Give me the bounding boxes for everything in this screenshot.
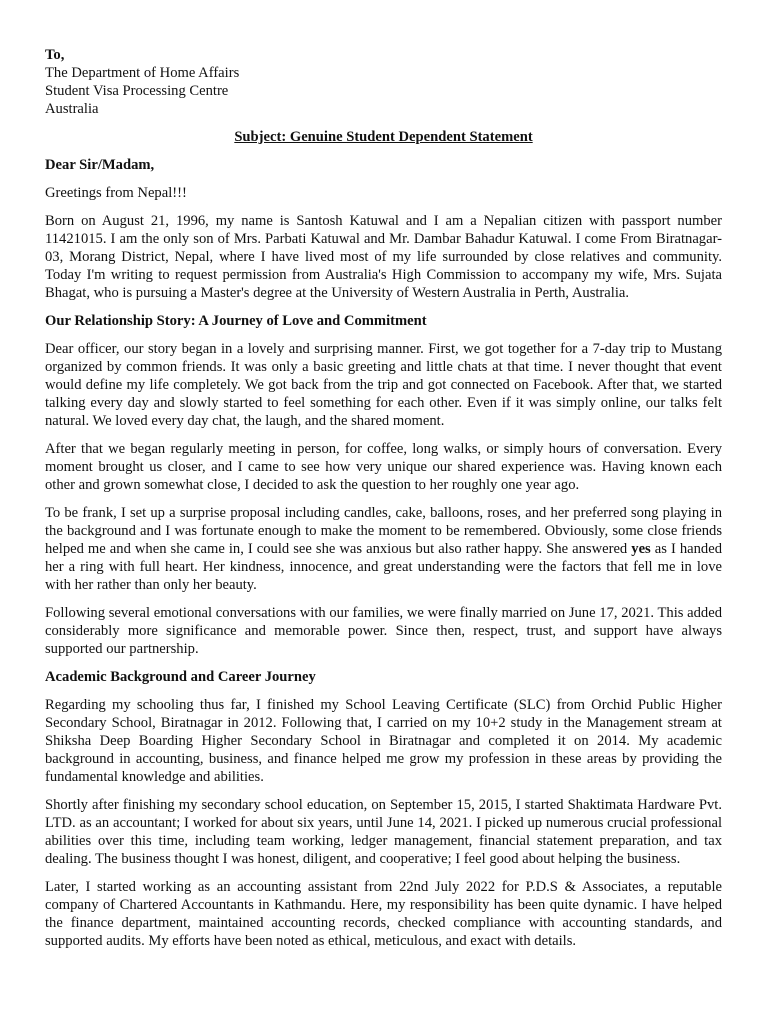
recipient-address xyxy=(45,46,722,118)
intro-paragraph: Born on August 21, 1996, my name is Santosh Katuwal and I am a Nepalian citizen with passport number 11421015. I am the only son of Mrs. Parbati Katuwal and Mr. Dambar Bahadur Katuwal. I come From Biratnagar-03, Morang District, Nepal, where I have lived most of my life surrounded by close relatives and community. Today I'm writing to request permission from Australia's High Commission to accompany my wife, Mrs. Sujata Bhagat, who is pursuing a Master's degree at the University of Western Australia in Perth, Australia. xyxy=(45,213,722,301)
academic-heading: Academic Background and Career Journey xyxy=(45,669,316,685)
relationship-paragraph-2: After that we began regularly meeting in person, for coffee, long walks, or simply hours of conversation. Every moment brought us closer, and I came to see how very unique our shared experience was. Having known each other and grown somewhat close, I decided to ask the question to her roughly one year ago. xyxy=(45,441,722,493)
subject-line: Subject: Genuine Student Dependent Statement xyxy=(234,129,533,145)
relationship-paragraph-3 xyxy=(45,504,722,594)
letter-page xyxy=(45,46,722,950)
address-line-1: The Department of Home Affairs xyxy=(45,65,240,81)
proposal-text-after: as I handed her a ring with full heart. Her kindness, innocence, and great understanding were the factors that fell me in love with her rather than only her beauty. xyxy=(45,541,722,593)
relationship-paragraph-1: Dear officer, our story began in a lovely and surprising manner. First, we got together for a 7-day trip to Mustang organized by common friends. It was only a basic greeting and little chats at that time. I never thought that event would define my life completely. We got back from the trip and got connected on Facebook. After that, we started talking every day and slowly started to feel something for each other. Even if it was simply online, our talks felt natural. We loved every day chat, the laugh, and the shared moment. xyxy=(45,341,722,429)
academic-paragraph-2: Shortly after finishing my secondary school education, on September 15, 2015, I started Shaktimata Hardware Pvt. LTD. as an accountant; I worked for about six years, until June 14, 2021. I picked up numerous crucial professional abilities over this time, including team working, ledger management, financial statement preparation, and tax dealing. The business thought I was honest, diligent, and cooperative; I feel good about helping the business. xyxy=(45,797,722,867)
address-line-2: Student Visa Processing Centre xyxy=(45,83,229,99)
address-to: To, xyxy=(45,47,65,63)
academic-paragraph-3: Later, I started working as an accounting assistant from 22nd July 2022 for P.D.S & Associates, a reputable company of Chartered Accountants in Kathmandu. Here, my responsibility has been quite dynamic. I have helped the finance department, maintained accounting records, checked compliance with accounting standards, and supported audits. My efforts have been noted as ethical, meticulous, and exact with details. xyxy=(45,879,722,949)
greeting: Greetings from Nepal!!! xyxy=(45,185,187,201)
salutation: Dear Sir/Madam, xyxy=(45,157,155,173)
academic-paragraph-1: Regarding my schooling thus far, I finished my School Leaving Certificate (SLC) from Orchid Public Higher Secondary School, Biratnagar in 2012. Following that, I carried on my 10+2 study in the Management stream at Shiksha Deep Boarding Higher Secondary School in Biratnagar and completed it on 2014. My academic background in accounting, business, and finance helped me grow my profession in these areas by providing the fundamental knowledge and abilities. xyxy=(45,697,722,785)
proposal-answer-yes: yes xyxy=(631,541,651,557)
relationship-heading: Our Relationship Story: A Journey of Love and Commitment xyxy=(45,313,427,329)
relationship-paragraph-4: Following several emotional conversations with our families, we were finally married on June 17, 2021. This added considerably more significance and memorable power. Since then, respect, trust, and support have always supported our partnership. xyxy=(45,605,722,657)
proposal-text-before: To be frank, I set up a surprise proposal including candles, cake, balloons, roses, and her preferred song playing in the background and I was fortunate enough to make the moment to be remembered. Obviously, some close friends helped me and when she came in, I could see she was anxious but also rather happy. She answered xyxy=(45,505,722,557)
address-line-3: Australia xyxy=(45,101,99,117)
